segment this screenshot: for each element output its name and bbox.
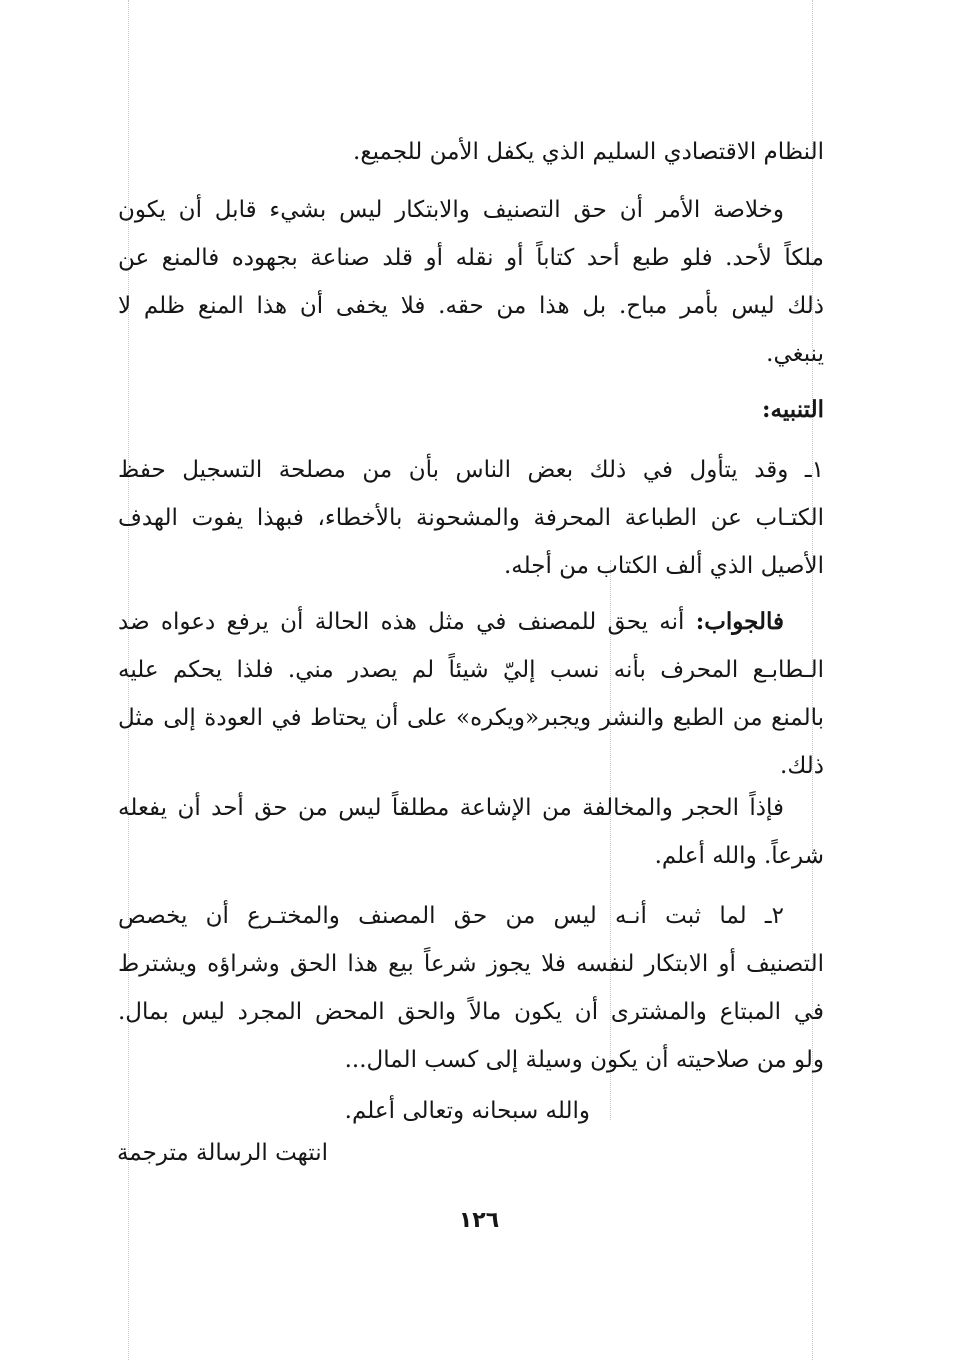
text-line: التصنيف أو الابتكار لنفسه فلا يجوز شرعاً بيع هذا الحق وشراؤه ويشترط [118,951,824,977]
paragraph-point-1 [118,446,824,590]
paragraph-conclusion [118,784,824,880]
end-note: انتهت الرسالة مترجمة [116,1140,328,1166]
section-heading: التنبيه: [762,396,824,423]
heading-tanbih [118,386,824,434]
text-line: الكتـاب عن الطباعة المحرفة والمشحونة بالأخطاء، فبهذا يفوت الهدف [118,505,824,531]
text-line: ذلك. [780,753,824,779]
closing-blessing: والله سبحانه وتعالى أعلم. [344,1098,590,1124]
text-line: فإذاً الحجر والمخالفة من الإشاعة مطلقاً ليس من حق أحد أن يفعله [118,795,784,821]
text-line: النظام الاقتصادي السليم الذي يكفل الأمن للجميع. [353,139,824,165]
page-number: ١٢٦ [458,1208,500,1233]
text-line: ١ـ وقد يتأول في ذلك بعض الناس بأن من مصلحة التسجيل حفظ [118,457,824,483]
answer-label: فالجواب: [695,608,784,635]
text-line: بالمنع من الطبع والنشر ويجبر«ويكره» على أن يحتاط في العودة إلى مثل [118,705,824,731]
text-line: ينبغي. [766,341,824,367]
text-line: ولو من صلاحيته أن يكون وسيلة إلى كسب المال... [344,1047,824,1073]
text-line: في المبتاع والمشترى أن يكون مالاً والحق المحض المجرد ليس بمال. [118,999,824,1025]
paragraph-answer [118,598,824,790]
paragraph-point-2 [118,892,824,1084]
text-line: ملكاً لأحد. فلو طبع أحد كتاباً أو نقله أو قلد صناعة بجهوده فالمنع عن [118,245,824,271]
text-line: ٢ـ لما ثبت أنـه ليس من حق المصنف والمختـرع أن يخصص [118,903,784,929]
paragraph-summary [118,186,824,378]
answer-text: أنه يحق للمصنف في مثل هذه الحالة أن يرفع دعواه ضد [118,609,696,635]
text-line [118,598,824,646]
text-line: الأصيل الذي ألف الكتاب من أجله. [503,553,824,579]
paragraph-intro [118,128,824,176]
text-line: وخلاصة الأمر أن حق التصنيف والابتكار ليس بشيء قابل أن يكون [118,197,784,223]
text-line: ذلك ليس بأمر مباح. بل هذا من حقه. فلا يخفى أن هذا المنع ظلم لا [118,293,824,319]
text-line: شرعاً. والله أعلم. [654,843,824,869]
text-line: الـطابـع المحرف بأنه نسب إليّ شيئاً لم يصدر مني. فلذا يحكم عليه [118,657,824,683]
